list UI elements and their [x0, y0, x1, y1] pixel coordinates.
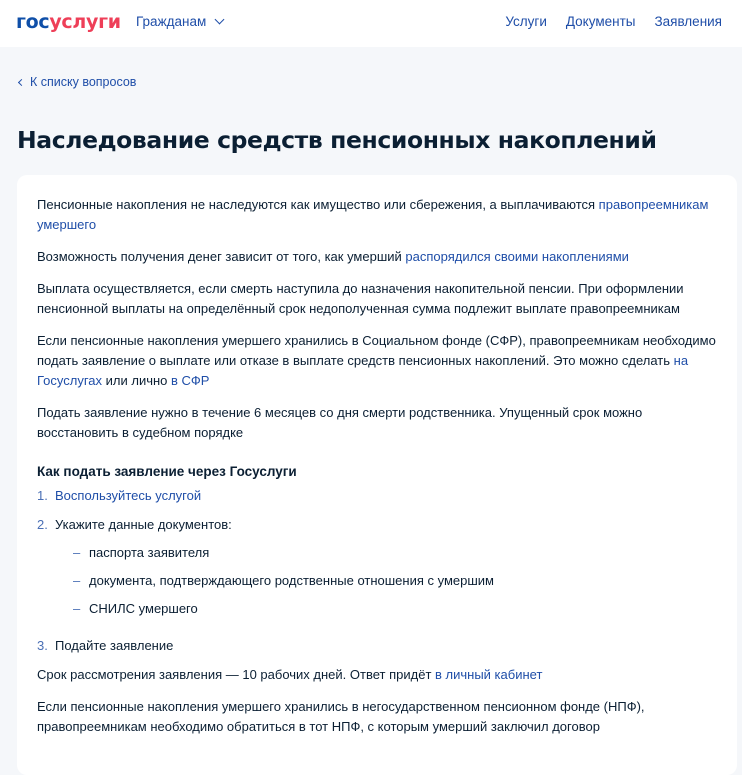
dash-bullet-icon: – [73, 545, 81, 560]
document-label: документа, подтверждающего родственные отношения с умершим [89, 573, 494, 588]
step-item [37, 515, 717, 627]
back-link-label: К списку вопросов [30, 75, 137, 89]
paragraph-text: Срок рассмотрения заявления — 10 рабочих дней. Ответ придёт [37, 667, 436, 682]
link-on-gosuslugi[interactable]: на Госуслугах [37, 353, 689, 388]
steps-list [37, 486, 717, 656]
step-text: Укажите данные документов: [55, 517, 232, 532]
link-use-service[interactable]: Воспользуйтесь услугой [55, 488, 202, 503]
paragraph-disposal [37, 247, 717, 267]
chevron-left-icon [18, 78, 25, 85]
nav-applications[interactable]: Заявления [654, 14, 722, 29]
step-body [55, 515, 717, 627]
step-item [37, 636, 717, 656]
audience-dropdown[interactable] [136, 14, 223, 29]
paragraph-npf: Если пенсионные накопления умершего хранились в негосударственном пенсионном фонде (НПФ), правопреемникам необходимо обратиться в тот НПФ, с которым умерший заключил договор [37, 699, 645, 734]
step-item [37, 486, 717, 506]
paragraph-not-inherited [37, 195, 717, 235]
howto-heading: Как подать заявление через Госуслуги [37, 464, 297, 479]
step-number: 2. [37, 517, 48, 532]
link-successors[interactable]: правопреемникам умершего [37, 197, 709, 232]
nav-services[interactable]: Услуги [505, 14, 547, 29]
logo-part-gos: гос [16, 11, 50, 33]
document-item [73, 543, 717, 563]
audience-dropdown-label: Гражданам [136, 14, 207, 29]
paragraph-text: или лично [102, 373, 172, 388]
page-title: Наследование средств пенсионных накоплений [17, 126, 657, 154]
document-label: паспорта заявителя [89, 545, 210, 560]
chevron-down-icon [215, 15, 225, 25]
site-header [0, 0, 742, 47]
dash-bullet-icon: – [73, 601, 81, 616]
document-item [73, 571, 717, 591]
article-card [17, 175, 737, 775]
paragraph-review-period [37, 665, 717, 685]
paragraph-sfr [37, 331, 717, 391]
paragraph-text: Возможность получения денег зависит от того, как умерший [37, 249, 406, 264]
dash-bullet-icon: – [73, 573, 81, 588]
documents-list [73, 543, 717, 619]
link-disposal[interactable]: распорядился своими накоплениями [405, 249, 629, 264]
gosuslugi-logo[interactable] [16, 11, 121, 33]
link-in-sfr[interactable]: в СФР [171, 373, 210, 388]
paragraph-text: Если пенсионные накопления умершего хранились в Социальном фонде (СФР), правопреемникам необходимо подать заявление о выплате или отказе в выплате средств пенсионных накоплений. Это можно сделать [37, 333, 716, 368]
step-number: 3. [37, 638, 48, 653]
paragraph-payment-conditions: Выплата осуществляется, если смерть наступила до назначения накопительной пенсии. При оформлении пенсионной выплаты на определённый срок недополученная сумма подлежит выплате правопреемникам [37, 281, 684, 316]
step-number: 1. [37, 488, 48, 503]
back-to-questions-link[interactable] [17, 75, 136, 89]
paragraph-deadline: Подать заявление нужно в течение 6 месяцев со дня смерти родственника. Упущенный срок можно восстановить в судебном порядке [37, 405, 643, 440]
paragraph-text: Пенсионные накопления не наследуются как имущество или сбережения, а выплачиваются [37, 197, 599, 212]
document-label: СНИЛС умершего [89, 601, 198, 616]
logo-part-uslugi: услуги [49, 11, 121, 33]
top-nav [505, 14, 722, 29]
link-personal-account[interactable]: в личный кабинет [435, 667, 543, 682]
step-text: Подайте заявление [55, 638, 174, 653]
document-item [73, 599, 717, 619]
nav-documents[interactable]: Документы [565, 14, 636, 29]
